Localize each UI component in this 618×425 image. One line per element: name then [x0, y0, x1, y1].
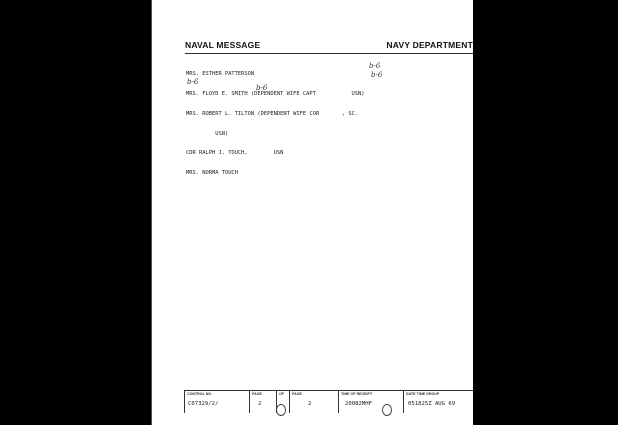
of-label: OF [279, 392, 284, 396]
message-footer [184, 390, 473, 413]
time-of-receipt-label: TIME OF RECEIPT [341, 392, 373, 396]
body-line: USN) [186, 130, 229, 137]
handwritten-redaction-mark: b-6 [369, 62, 381, 70]
punch-hole [382, 404, 392, 416]
date-time-group-value: 051825Z AUG 69 [408, 401, 456, 407]
page-total-label: PAGE [292, 392, 302, 396]
body-line: MRS. NORMA TOUCH [186, 170, 238, 177]
control-number-cell [185, 391, 250, 413]
time-of-receipt-cell [339, 391, 404, 413]
control-number-value: C07329/2/ [188, 401, 219, 407]
page-total-value: 2 [308, 401, 312, 407]
page-label: PAGE [252, 392, 262, 396]
navy-department-title: NAVY DEPARTMENT [386, 40, 473, 50]
body-line: MRS. ROBERT L. TILTON (DEPENDENT WIFE COR , SC. [186, 110, 359, 117]
date-time-group-label: DATE TIME GROUP [406, 392, 440, 396]
handwritten-redaction-mark: b-6 [256, 84, 268, 92]
header-divider [185, 53, 473, 54]
naval-message-title: NAVAL MESSAGE [185, 40, 261, 50]
page-total-cell [290, 391, 339, 413]
punch-hole [276, 404, 286, 416]
handwritten-redaction-mark: b-6 [187, 78, 199, 86]
date-time-group-cell [404, 391, 473, 413]
body-line: MRS. ESTHER PATTERSON [186, 71, 255, 78]
handwritten-redaction-mark: b-6 [371, 71, 383, 79]
page-value: 2 [258, 401, 262, 407]
message-body [186, 58, 473, 190]
page-cell [250, 391, 277, 413]
control-number-label: CONTROL NO. [187, 392, 213, 396]
message-header [185, 38, 473, 52]
time-of-receipt-value: 20082MHF [345, 401, 372, 407]
body-line: MRS. FLOYD E. SMITH (DEPENDENT WIFE CAPT USN) [186, 90, 365, 97]
body-line: CDR RALPH J. TOUCH, USN [186, 150, 284, 157]
document-page [151, 0, 473, 425]
page-edge [151, 0, 152, 425]
